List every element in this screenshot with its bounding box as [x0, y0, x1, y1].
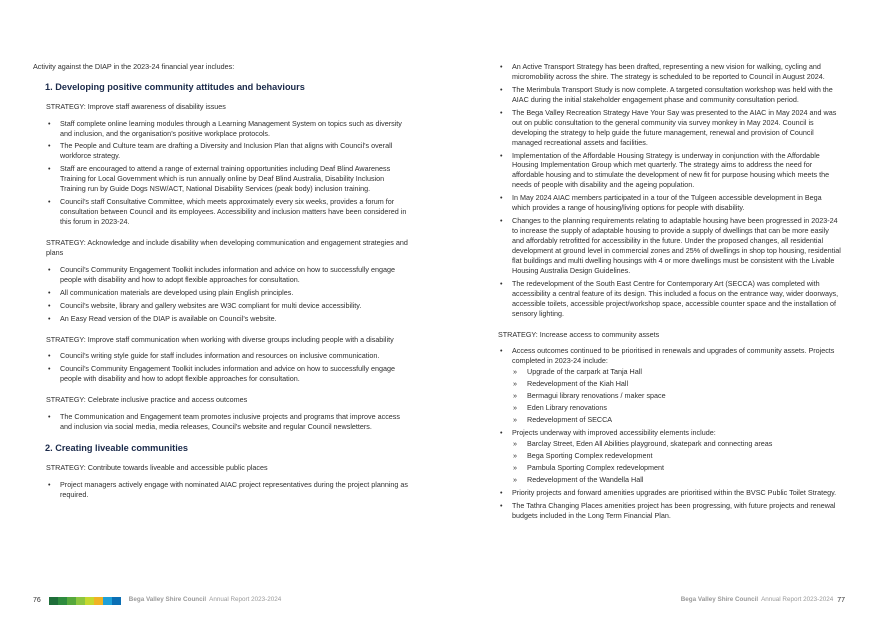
list-item: • The Merimbula Transport Study is now complete. A targeted consultation workshop was held with the AIAC during the initial stakeholder engagement phase and community consultation period. — [498, 85, 841, 105]
council-name-left: Bega Valley Shire Council — [128, 596, 207, 604]
right-column — [498, 62, 841, 524]
strategy-5: STRATEGY: Contribute towards liveable and accessible public places — [46, 462, 268, 472]
bullet-list-4 — [46, 412, 411, 432]
left-footer — [33, 596, 281, 606]
access-intro: Access outcomes continued to be prioritised in renewals and upgrades of community assets. Projects completed in 2023-24 include: — [512, 346, 835, 366]
right-page — [439, 0, 878, 620]
bullet-list-5 — [46, 480, 411, 500]
list-item: • The Bega Valley Recreation Strategy Have Your Say was presented to the AIAC in May 2024 and was out on public consultation to the general community via survey monkey in May 2024. Council is developing the strategy to help guide the future management, renewal and provision of Council managed recreational assets and facilities. — [498, 108, 841, 148]
bullet-list-2 — [46, 265, 411, 324]
sub-list-item: » Redevelopment of the Wandella Hall — [512, 475, 841, 485]
strategy-3: STRATEGY: Improve staff communication when working with diverse groups including people with a disability — [46, 334, 394, 344]
list-item: • Changes to the planning requirements relating to adaptable housing have been progressed in 2023-24 to increase the supply of adaptable housing to provide a supply of dwellings that can be more easily and affordably retrofitted for accessibility in the future. Under the proposed changes, all residential development at ground level in commercial zones and 25% of dwellings in shop top housing, residential flat buildings and multi dwelling housings with 4 or more dwellings must be consistent with the Livable Housing Australia Design Guidelines. — [498, 216, 841, 276]
stripe-segment — [76, 597, 85, 605]
bullet-list-3 — [46, 351, 411, 384]
page-number-left: 76 — [33, 597, 41, 604]
list-item: • Council’s Community Engagement Toolkit includes information and advice on how to successfully engage people with disability and how to adopt flexible approaches for consultation. — [46, 265, 411, 285]
right-footer — [681, 596, 845, 606]
list-item: • Project managers actively engage with nominated AIAC project representatives during the project planning as required. — [46, 480, 411, 500]
stripe-segment — [85, 597, 94, 605]
list-item: • All communication materials are developed using plain English principles. — [46, 288, 411, 298]
left-column — [33, 62, 411, 503]
section-heading-2: 2. Creating liveable communities — [45, 443, 188, 454]
list-item: • Council’s Community Engagement Toolkit includes information and advice on how to successfully engage people with disability and how to adopt flexible approaches for consultation. — [46, 364, 411, 384]
sub-list-item: » Pambula Sporting Complex redevelopment — [512, 463, 841, 473]
list-item: • Staff are encouraged to attend a range of external training opportunities including Deaf Blind Awareness Training for Local Government which is run annually online by Deaf Blind Australia, Disability Inclusion Training run by Guide Dogs NSW/ACT, National Disability Services (peak body) inclusion training. — [46, 164, 411, 194]
sub-list-item: » Eden Library renovations — [512, 403, 841, 413]
strategy-2: STRATEGY: Acknowledge and include disability when developing communication and engagement strategies and plans — [46, 237, 408, 257]
strategy-access: STRATEGY: Increase access to community assets — [498, 329, 660, 339]
list-item: • The Tathra Changing Places amenities project has been progressing, with future projects and renewal budgets included in the Long Term Financial Plan. — [498, 501, 841, 521]
report-title-right: Annual Report 2023-2024 — [761, 596, 834, 604]
stripe-segment — [58, 597, 67, 605]
council-name-right: Bega Valley Shire Council — [680, 596, 759, 604]
strategy-4: STRATEGY: Celebrate inclusive practice and access outcomes — [46, 395, 248, 405]
bullet-list-right-1 — [498, 62, 841, 319]
stripe-segment — [49, 597, 58, 605]
list-item: • In May 2024 AIAC members participated in a tour of the Tulgeen accessible development in Bega which provides a range of housing/living options for people with disability. — [498, 193, 841, 213]
list-item: • Council’s writing style guide for staff includes information and resources on inclusive communication. — [46, 351, 411, 361]
stripe-segment — [103, 597, 112, 605]
stripe-segment — [94, 597, 103, 605]
list-item: • Implementation of the Affordable Housing Strategy is underway in conjunction with the Affordable Housing Implementation Group which met quarterly. The strategy aims to address the need for affordable housing and to stimulate the development of new fit for purpose housing which meets the needs of people with disability and the ageing population. — [498, 151, 841, 191]
list-item: • Council’s website, library and gallery websites are W3C compliant for multi device accessibility. — [46, 301, 411, 311]
list-item — [498, 346, 841, 425]
sub-list-item: » Redevelopment of SECCA — [512, 415, 841, 425]
sub-list-item: » Bega Sporting Complex redevelopment — [512, 451, 841, 461]
stripe-segment — [67, 597, 76, 605]
bullet-list-1 — [46, 119, 411, 227]
sub-list-item: » Redevelopment of the Kiah Hall — [512, 379, 841, 389]
list-item: • An Active Transport Strategy has been drafted, representing a new vision for walking, cycling and micromobility across the shire. The strategy is scheduled to be reported to Council in August 2024. — [498, 62, 841, 82]
underway-projects-list — [512, 439, 841, 485]
list-item — [498, 428, 841, 485]
list-item: • Priority projects and forward amenities upgrades are prioritised within the BVSC Public Toilet Strategy. — [498, 488, 841, 498]
list-item: • The redevelopment of the South East Centre for Contemporary Art (SECCA) was completed with accessibility a central feature of its design. This included a focus on the entrance way, wider doorways, accessible toilets, accessible project/workshop space, accessible counter space and the installation of sensory lighting. — [498, 279, 841, 319]
underway-intro: Projects underway with improved accessibility elements include: — [512, 428, 716, 437]
sub-list-item: » Barclay Street, Eden All Abilities playground, skatepark and connecting areas — [512, 439, 841, 449]
list-item: • The Communication and Engagement team promotes inclusive projects and programs that improve access and inclusion via social media, media releases, Council’s website and regular Council newsletters. — [46, 412, 411, 432]
bullet-list-right-2 — [498, 346, 841, 520]
list-item: • Council’s staff Consultative Committee, which meets approximately every six weeks, provides a forum for consultation between Council and its employees. Accessibility and inclusion matters have been considered in this forum in 2023-24. — [46, 197, 411, 227]
brand-colour-stripe — [49, 597, 121, 605]
completed-projects-list — [512, 367, 841, 425]
section-heading-1: 1. Developing positive community attitudes and behaviours — [45, 81, 305, 92]
list-item: • The People and Culture team are drafting a Diversity and Inclusion Plan that aligns with Council’s overall workforce strategy. — [46, 141, 411, 161]
sub-list-item: » Upgrade of the carpark at Tanja Hall — [512, 367, 841, 377]
sub-list-item: » Bermagui library renovations / maker space — [512, 391, 841, 401]
stripe-segment — [112, 597, 121, 605]
strategy-1: STRATEGY: Improve staff awareness of disability issues — [46, 101, 226, 111]
intro-text: Activity against the DIAP in the 2023-24 financial year includes: — [33, 62, 235, 71]
page-number-right: 77 — [837, 597, 845, 604]
report-title-left: Annual Report 2023-2024 — [209, 596, 282, 604]
list-item: • An Easy Read version of the DIAP is available on Council’s website. — [46, 314, 411, 324]
list-item: • Staff complete online learning modules through a Learning Management System on topics such as diversity and inclusion, and the organisation’s positive workplace protocols. — [46, 119, 411, 139]
